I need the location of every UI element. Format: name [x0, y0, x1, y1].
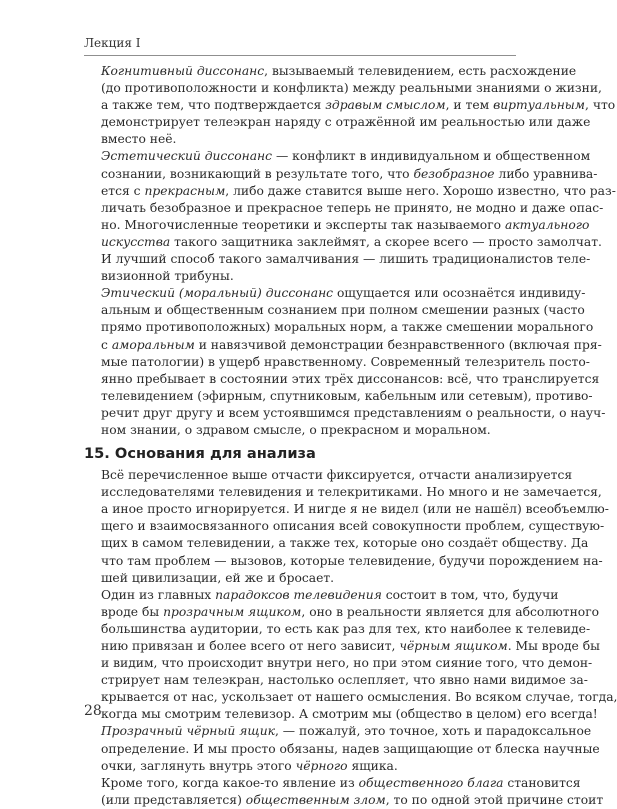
paragraph-public-good: Кроме того, когда какое-то явление из общественного блага становится (или представляется) общественным злом, то по одной этой причине стоит [101, 775, 604, 807]
paragraph-aesthetic-dissonance: Эстетический диссонанс — конфликт в индивидуальном и общественном сознании, возникающий в результате того, что безобразное либо уравнива- ется с прекрасным, либо даже ставится выше него. Хорошо известно, что раз- личать безобразное и прекрасное теперь не принято, не модно и даже опас- но. Многочисленные теоретики и эксперты так называемого актуального искусства такого защитника заклеймят, а скорее всего — просто замолчат. И лучший способ такого замалчивания — лишить традиционалистов теле- визионной трибуны. [101, 149, 616, 284]
paragraph-tv-paradox: Один из главных парадоксов телевидения состоит в том, что, будучи вроде бы прозрачным ящиком, оно в реальности является для абсолютного большинства аудитории, то есть как раз для тех, кто наиболее к телевиде- нию привязан и более всего от него зависит, чёрным ящиком. Мы вроде бы и видим, что происходит внутри него, но при этом сияние того, что демон- стрирует нам телеэкран, настолько ослепляет, что явно нами видимое за- крывается от нас, ускользает от нашего осмысления. Во всяком случае, тогда, когда мы смотрим телевизор. А смотрим мы (общество в целом) его всегда! [101, 587, 617, 722]
running-header-text: Лекция I [84, 36, 141, 50]
page-body [84, 63, 617, 809]
page-number: 28 [84, 703, 102, 719]
section-heading: 15. Основания для анализа [84, 445, 316, 463]
paragraph-analysis-intro: Всё перечисленное выше отчасти фиксируется, отчасти анализируется исследователями телевидения и телекритиками. Но много и не замечается, а иное просто игнорируется. И нигде я не видел (или не нашёл) всеобъемлю- щего и взаимосвязанного описания всей совокупности проблем, существую- щих в самом телевидении, а также тех, которые оно создаёт обществу. Да что там проблем — вызовов, которые телевидение, будучи порождением на- шей цивилизации, ей же и бросает. [101, 468, 609, 585]
paragraph-ethical-dissonance: Этический (моральный) диссонанс ощущается или осознаётся индивиду- альным и общественным сознанием при полном смешении разных (часто прямо противоположных) моральных норм, а также смешении морального с аморальным и навязчивой демонстрации безнравственного (включая пря- мые патологии) в ущерб нравственному. Современный телезритель посто- янно пребывает в состоянии этих трёх диссонансов: всё, что транслируется телевидением (эфирным, спутниковым, кабельным или сетевым), противо- речит друг другу и всем устоявшимся представлениям о реальности, о науч- ном знании, о здравом смысле, о прекрасном и моральном. [101, 286, 606, 437]
paragraph-transparent-black-box: Прозрачный чёрный ящик, — пожалуй, это точное, хоть и парадоксальное определение. И мы просто обязаны, надев защищающие от блеска научные очки, заглянуть внутрь этого чёрного ящика. [101, 724, 600, 773]
running-header [84, 31, 516, 56]
paragraph-cognitive-dissonance: Когнитивный диссонанс, вызываемый телевидением, есть расхождение (до противоположности и конфликта) между реальными знаниями о жизни, а также тем, что подтверждается здравым смыслом, и тем виртуальным, что демонстрирует телеэкран наряду с отражённой им реальностью или даже вместо неё. [101, 64, 616, 147]
